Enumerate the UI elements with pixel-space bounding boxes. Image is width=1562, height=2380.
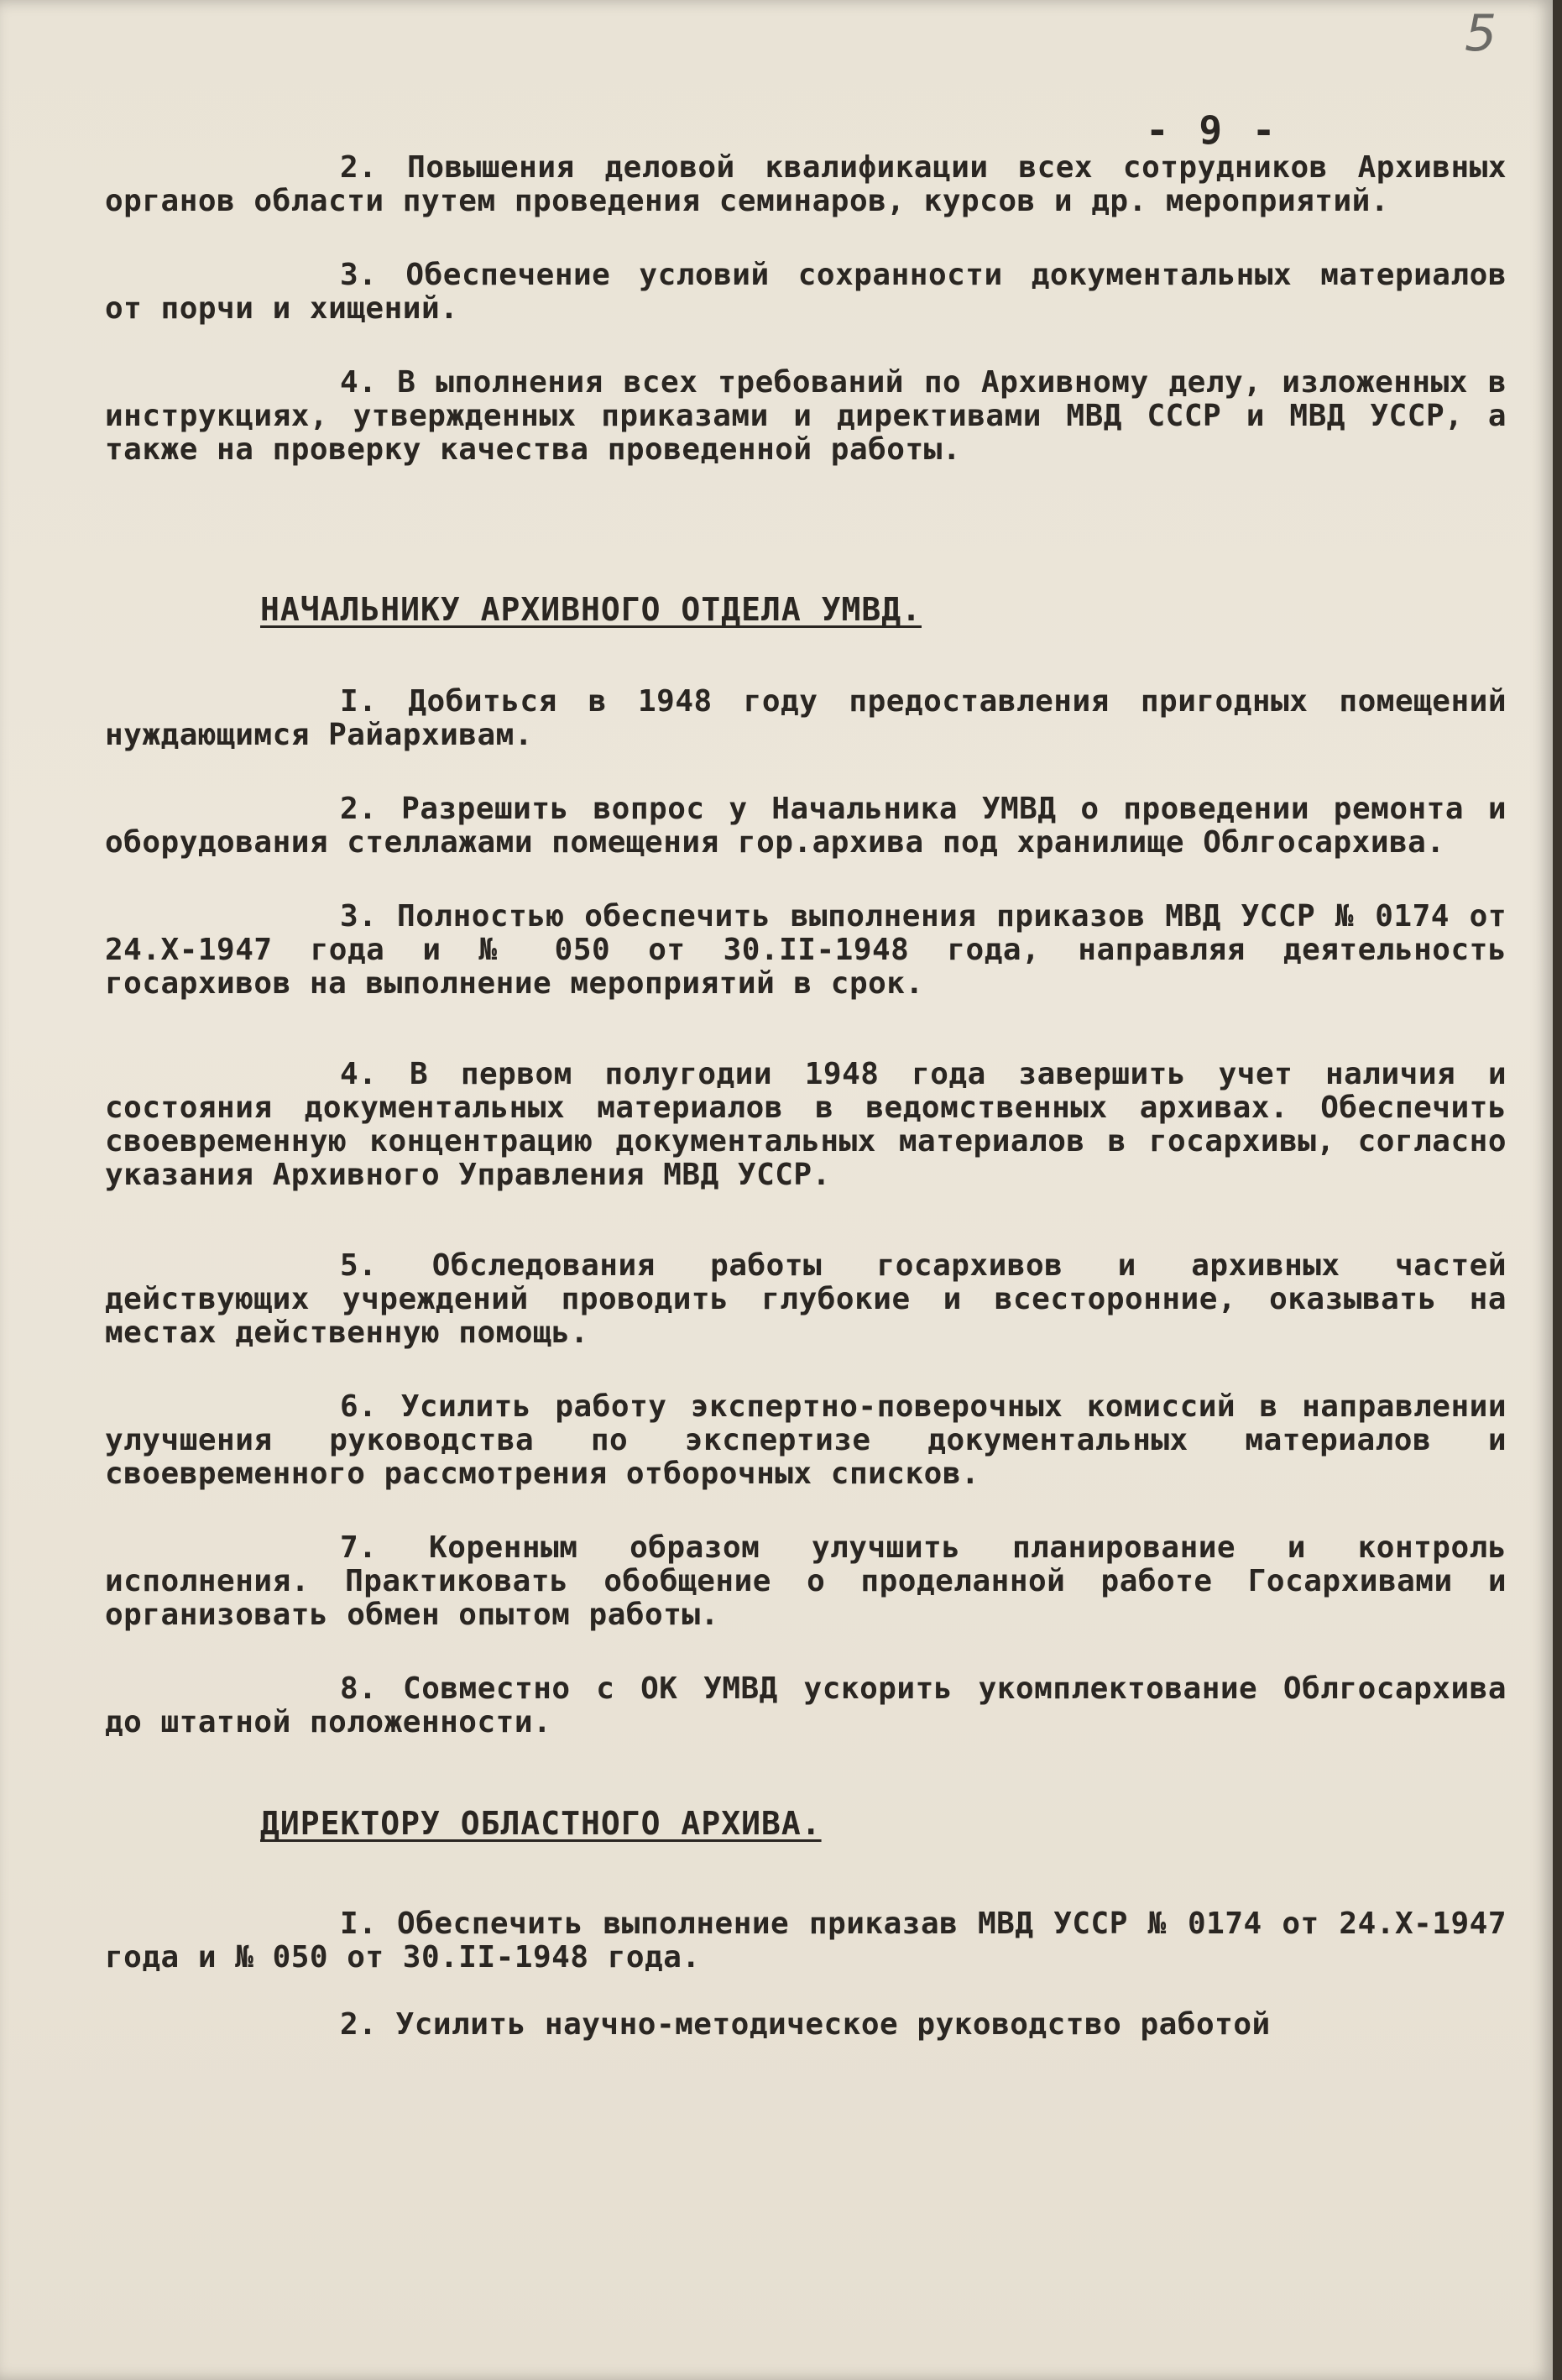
- list-item: 4. В ыполнения всех требований по Архивному делу, изложенных в инструкциях, утвержденных приказами и директивами МВД СССР и МВД УССР, а также на проверку качества проведенной работы.: [105, 365, 1507, 467]
- list-item: 6. Усилить работу экспертно-поверочных комиссий в направлении улучшения руководства по экспертизе документальных материалов и своевременного рассмотрения отборочных списков.: [105, 1389, 1507, 1491]
- list-item: I. Добиться в 1948 году предоставления пригодных помещений нуждающимся Райархивам.: [105, 684, 1507, 752]
- list-item: 2. Усилить научно-методическое руководство работой: [340, 2007, 1271, 2042]
- list-item: 2. Повышения деловой квалификации всех сотрудников Архивных органов области путем проведения семинаров, курсов и др. мероприятий.: [105, 150, 1507, 218]
- list-item: I. Обеспечить выполнение приказав МВД УССР № 0174 от 24.Х-1947 года и № 050 от 30.II-1948 года.: [105, 1907, 1507, 1975]
- list-item: 3. Обеспечение условий сохранности документальных материалов от порчи и хищений.: [105, 258, 1507, 326]
- section-heading-regional-archive-director: ДИРЕКТОРУ ОБЛАСТНОГО АРХИВА.: [260, 1805, 822, 1842]
- list-item: 4. В первом полугодии 1948 года завершить учет наличия и состояния документальных материалов в ведомственных архивах. Обеспечить своевременную концентрацию документальных материалов в госархивы, согласно указания Архивного Управления МВД УССР.: [105, 1057, 1507, 1192]
- document-body: [105, 151, 1507, 2042]
- page-number: - 9 -: [1146, 107, 1279, 153]
- list-item: 5. Обследования работы госархивов и архивных частей действующих учреждений проводить глубокие и всесторонние, оказывать на местах действенную помощь.: [105, 1248, 1507, 1350]
- section-heading-archive-department: НАЧАЛЬНИКУ АРХИВНОГО ОТДЕЛА УМВД.: [260, 591, 922, 628]
- list-item: 8. Совместно с ОК УМВД ускорить укомплектование Облгосархива до штатной положенности.: [105, 1671, 1507, 1739]
- list-item: 7. Коренным образом улучшить планирование и контроль исполнения. Практиковать обобщение о проделанной работе Госархивами и организовать обмен опытом работы.: [105, 1530, 1507, 1632]
- list-item: 3. Полностью обеспечить выполнения приказов МВД УССР № 0174 от 24.Х-1947 года и № 050 от 30.II-1948 года, направляя деятельность госархивов на выполнение мероприятий в срок.: [105, 899, 1507, 1001]
- list-item: 2. Разрешить вопрос у Начальника УМВД о проведении ремонта и оборудования стеллажами помещения гор.архива под хранилище Облгосархива.: [105, 792, 1507, 860]
- archive-sheet-number: 5: [1465, 4, 1497, 63]
